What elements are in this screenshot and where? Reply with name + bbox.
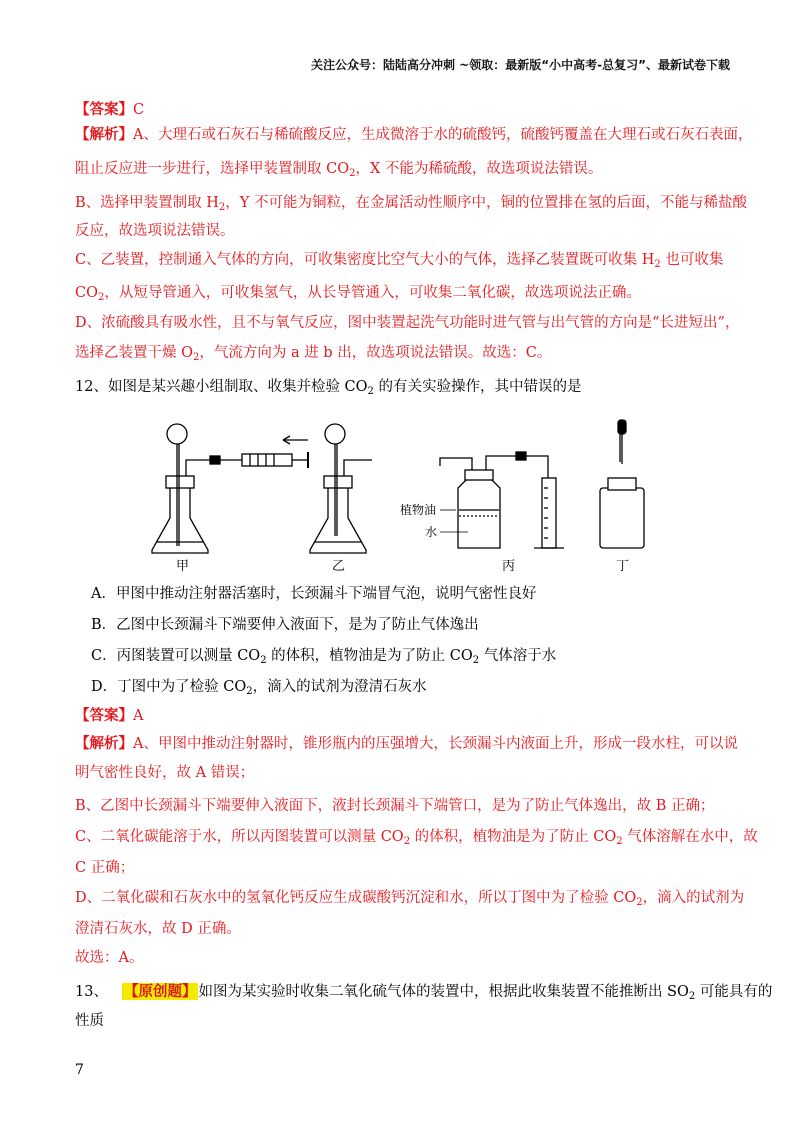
text: 12、如图是某兴趣小组制取、收集并检验 CO bbox=[75, 379, 368, 395]
text: ，滴入的试剂为澄清石灰水 bbox=[252, 679, 427, 695]
analysis-tag: 【解析】 bbox=[75, 735, 133, 752]
subscript: 2 bbox=[218, 202, 226, 213]
q12-analysis-a1 bbox=[75, 734, 738, 754]
text: D．丁图中为了检验 CO bbox=[91, 679, 247, 695]
subscript: 2 bbox=[260, 655, 267, 666]
q11-analysis-a1 bbox=[75, 125, 753, 145]
flask-yi bbox=[310, 424, 372, 553]
answer-tag: 【答案】 bbox=[75, 707, 133, 724]
subscript: 2 bbox=[472, 655, 480, 666]
text: 的体积，植物油是为了防止 CO bbox=[410, 829, 617, 845]
subscript: 2 bbox=[403, 836, 411, 847]
q11-analysis-a2 bbox=[75, 159, 735, 179]
text: 气体溶解在水中，故 bbox=[622, 829, 758, 845]
analysis-text: A、大理石或石灰石与稀硫酸反应，生成微溶于水的硫酸钙，硫酸钙覆盖在大理石或石灰石表面， bbox=[133, 127, 753, 143]
text: D、二氧化碳和石灰水中的氢氧化钙反应生成碳酸钙沉淀和水，所以丁图中为了检验 CO bbox=[75, 890, 637, 906]
q11-analysis-b1 bbox=[75, 193, 747, 213]
q12-analysis-d1 bbox=[75, 888, 745, 908]
apparatus-figure bbox=[150, 418, 670, 578]
label-oil: 植物油 bbox=[400, 503, 437, 517]
q11-analysis-c2 bbox=[75, 283, 735, 303]
text: ，气流方向为 a 进 b 出，故选项说法错误。故选：C。 bbox=[199, 345, 552, 361]
label-yi: 乙 bbox=[332, 559, 346, 574]
q12-analysis-d2: 澄清石灰水，故 D 正确。 bbox=[75, 921, 241, 937]
subscript: 2 bbox=[349, 168, 356, 179]
text: 气体溶于水 bbox=[479, 648, 557, 664]
subscript: 2 bbox=[636, 897, 643, 908]
answer-value: C bbox=[133, 102, 145, 118]
bottle-ding bbox=[600, 420, 644, 548]
subscript: 2 bbox=[616, 836, 623, 847]
text: B、选择甲装置制取 H bbox=[75, 195, 219, 211]
text: ，滴入的试剂为 bbox=[642, 890, 745, 906]
q12-analysis-a2: 明气密性良好，故 A 错误； bbox=[75, 765, 255, 781]
bottle-bing bbox=[440, 452, 564, 548]
text: 如图为某实验时收集二氧化硫气体的装置中，根据此收集装置不能推断出 SO bbox=[198, 984, 689, 1000]
text: C、乙装置，控制通入气体的方向，可收集密度比空气大小的气体，选择乙装置既可收集 H bbox=[75, 252, 655, 268]
label-jia: 甲 bbox=[176, 559, 190, 574]
text: 阻止反应进一步进行，选择甲装置制取 CO bbox=[75, 161, 350, 177]
label-bing: 丙 bbox=[502, 559, 516, 574]
q12-option-b: B．乙图中长颈漏斗下端要伸入液面下，是为了防止气体逸出 bbox=[91, 617, 479, 633]
text: C、二氧化碳能溶于水，所以丙图装置可以测量 CO bbox=[75, 829, 404, 845]
analysis-text: A、甲图中推动注射器时，锥形瓶内的压强增大，长颈漏斗内液面上升，形成一段水柱，可以说 bbox=[133, 736, 738, 752]
text: C．丙图装置可以测量 CO bbox=[91, 648, 261, 664]
subscript: 2 bbox=[246, 686, 253, 697]
q12-conclusion: 故选：A。 bbox=[75, 950, 144, 966]
q12-answer bbox=[75, 706, 735, 726]
q11-analysis-d2 bbox=[75, 343, 735, 363]
original-question-tag: 【原创题】 bbox=[123, 983, 197, 1000]
subscript: 2 bbox=[193, 352, 200, 363]
flask-jia bbox=[152, 424, 308, 553]
subscript: 2 bbox=[688, 991, 696, 1002]
subscript: 2 bbox=[97, 292, 105, 303]
q12-option-a: A．甲图中推动注射器活塞时，长颈漏斗下端冒气泡，说明气密性良好 bbox=[91, 586, 537, 602]
page-number: 7 bbox=[75, 1062, 84, 1078]
q12-analysis-b1: B、乙图中长颈漏斗下端要伸入液面下，液封长颈漏斗下端管口，是为了防止气体逸出，故 B 正确； bbox=[75, 798, 715, 814]
q13-stem-line2: 性质 bbox=[75, 1013, 104, 1029]
q12-option-d bbox=[91, 677, 751, 697]
text: ，X 不能为稀硫酸，故选项说法错误。 bbox=[355, 161, 603, 177]
q11-analysis-d1: D、浓硫酸具有吸水性，且不与氧气反应，图中装置起洗气功能时进气管与出气管的方向是“长进短出”， bbox=[75, 315, 740, 331]
text: CO bbox=[75, 285, 98, 301]
subscript: 2 bbox=[654, 259, 661, 270]
text: 的体积，植物油是为了防止 CO bbox=[266, 648, 473, 664]
text: 选择乙装置干燥 O bbox=[75, 345, 193, 361]
text: 也可收集 bbox=[660, 252, 724, 268]
text: 可能具有的 bbox=[695, 984, 773, 1000]
label-water: 水 bbox=[425, 525, 438, 539]
q11-answer bbox=[75, 100, 735, 120]
question-number: 13、 bbox=[75, 984, 108, 1000]
q12-option-c bbox=[91, 646, 751, 666]
label-ding: 丁 bbox=[616, 559, 630, 574]
answer-value: A bbox=[133, 708, 144, 724]
text: 的有关实验操作，其中错误的是 bbox=[373, 379, 582, 395]
q12-analysis-c2: C 正确； bbox=[75, 860, 135, 876]
q12-analysis-c1 bbox=[75, 827, 758, 847]
subscript: 2 bbox=[367, 386, 374, 397]
q13-stem-line1 bbox=[75, 982, 773, 1002]
q11-analysis-c1 bbox=[75, 250, 735, 270]
answer-tag: 【答案】 bbox=[75, 101, 133, 118]
text: ，Y 不可能为铜粒，在金属活动性顺序中，铜的位置排在氢的后面，不能与稀盐酸 bbox=[225, 195, 747, 211]
page-header: 关注公众号：陆陆高分冲刺 ~领取：最新版“小中高考-总复习”、最新试卷下载 bbox=[311, 58, 730, 72]
analysis-tag: 【解析】 bbox=[75, 126, 133, 143]
text: ，从短导管通入，可收集氢气，从长导管通入，可收集二氧化碳，故选项说法正确。 bbox=[104, 285, 641, 301]
q11-analysis-b2: 反应，故选项说法错误。 bbox=[75, 223, 235, 239]
q12-stem bbox=[75, 377, 735, 397]
